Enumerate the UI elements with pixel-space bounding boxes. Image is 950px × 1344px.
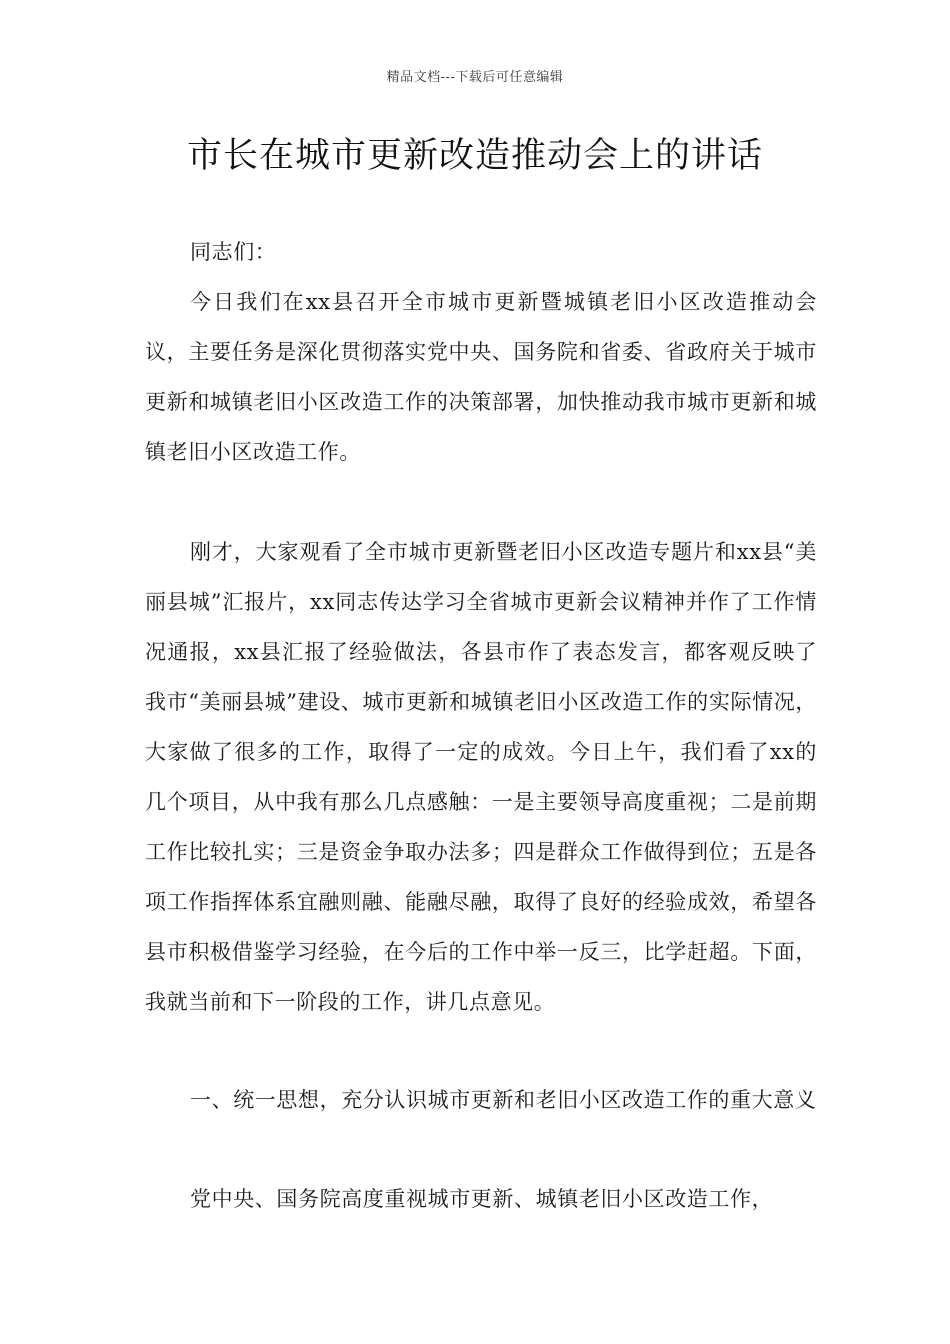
paragraph-text: 今日我们在xx县召开全市城市更新暨城镇老旧小区改造推动会议，主要任务是深化贯彻落实党中央、国务院和省委、省政府关于城市更新和城镇老旧小区改造工作的决策部署，加快推动我市城市更新和城镇老旧小区改造工作。 [145,290,817,464]
paragraph-text: 刚才，大家观看了全市城市更新暨老旧小区改造专题片和xx县“美丽县城”汇报片，xx同志传达学习全省城市更新会议精神并作了工作情况通报，xx县汇报了经验做法，各县市作了表态发言，都客观反映了我市“美丽县城”建设、城市更新和城镇老旧小区改造工作的实际情况，大家做了很多的工作，取得了一定的成效。今日上午，我们看了xx的几个项目，从中我有那么几点感触：一是主要领导高度重视；二是前期工作比较扎实；三是资金争取办法多；四是群众工作做得到位；五是各项工作指挥体系宜融则融、能融尽融，取得了良好的经验成效，希望各县市积极借鉴学习经验，在今后的工作中举一反三，比学赶超。下面，我就当前和下一阶段的工作，讲几点意见。 [145,540,817,1014]
greeting: 同志们： [190,240,277,264]
paragraph-1 [145,277,817,477]
section-heading-text: 一、统一思想，充分认识城市更新和老旧小区改造工作的重大意义 [190,1088,817,1112]
section-heading-1 [145,1075,817,1125]
header-note: 精品文档---下载后可任意编辑 [386,70,564,85]
document-title: 市长在城市更新改造推动会上的讲话 [186,136,763,176]
paragraph-2 [145,527,817,1027]
paragraph-text: 党中央、国务院高度重视城市更新、城镇老旧小区改造工作， [190,1187,774,1211]
paragraph-3 [145,1174,817,1224]
